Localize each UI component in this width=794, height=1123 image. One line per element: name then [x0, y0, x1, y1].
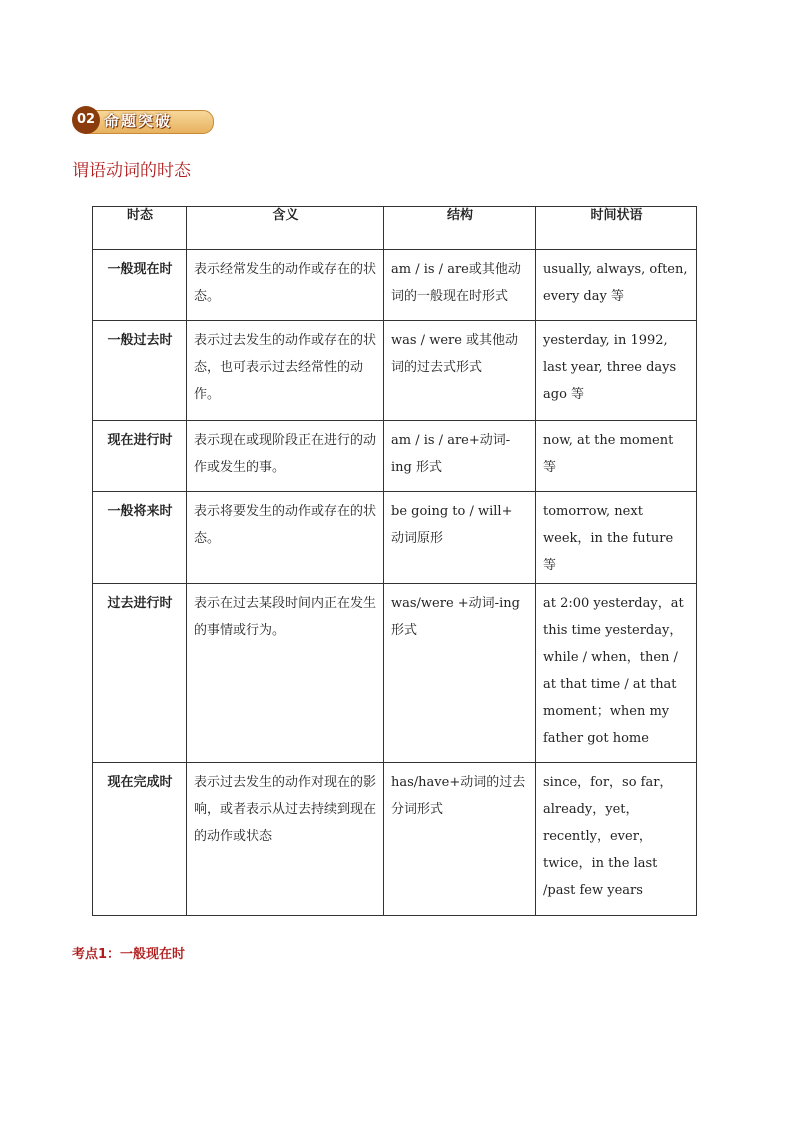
table-row	[93, 421, 697, 492]
cell-structure: am / is / are+动词-ing 形式	[384, 421, 536, 492]
cell-adverbials: tomorrow, next week，in the future 等	[536, 492, 697, 584]
header-meaning: 含义	[187, 207, 384, 250]
cell-adverbials: yesterday, in 1992, last year, three days ago 等	[536, 321, 697, 421]
cell-meaning: 表示经常发生的动作或存在的状态。	[187, 250, 384, 321]
cell-structure: was/were +动词-ing 形式	[384, 584, 536, 763]
header-structure: 结构	[384, 207, 536, 250]
cell-tense: 一般将来时	[93, 492, 187, 584]
kaodian-heading: 考点1：一般现在时	[72, 947, 186, 962]
cell-structure: was / were 或其他动词的过去式形式	[384, 321, 536, 421]
badge-title: 命题突破	[104, 112, 173, 130]
cell-tense: 现在进行时	[93, 421, 187, 492]
table-row	[93, 321, 697, 421]
cell-tense: 一般现在时	[93, 250, 187, 321]
cell-adverbials: now, at the moment 等	[536, 421, 697, 492]
table-row	[93, 763, 697, 916]
header-tense: 时态	[93, 207, 187, 250]
cell-meaning: 表示过去发生的动作或存在的状态，也可表示过去经常性的动作。	[187, 321, 384, 421]
cell-meaning: 表示在过去某段时间内正在发生的事情或行为。	[187, 584, 384, 763]
cell-tense: 现在完成时	[93, 763, 187, 916]
cell-tense: 过去进行时	[93, 584, 187, 763]
cell-adverbials: at 2:00 yesterday，at this time yesterday，while / when，then / at that time / at that moment；when my father got home	[536, 584, 697, 763]
cell-structure: be going to / will+ 动词原形	[384, 492, 536, 584]
badge-number: 02	[72, 106, 100, 134]
cell-structure: am / is / are或其他动词的一般现在时形式	[384, 250, 536, 321]
cell-meaning: 表示过去发生的动作对现在的影响，或者表示从过去持续到现在的动作或状态	[187, 763, 384, 916]
header-adverbials: 时间状语	[536, 207, 697, 250]
table-row	[93, 250, 697, 321]
cell-meaning: 表示将要发生的动作或存在的状态。	[187, 492, 384, 584]
cell-adverbials: since，for，so far，already，yet，recently，ever，twice，in the last /past few years	[536, 763, 697, 916]
section-badge	[72, 106, 212, 134]
section-title: 谓语动词的时态	[72, 161, 191, 181]
cell-meaning: 表示现在或现阶段正在进行的动作或发生的事。	[187, 421, 384, 492]
table-row	[93, 584, 697, 763]
cell-tense: 一般过去时	[93, 321, 187, 421]
tense-table	[92, 206, 697, 916]
cell-structure: has/have+动词的过去分词形式	[384, 763, 536, 916]
table-header-row	[93, 207, 697, 250]
cell-adverbials: usually, always, often, every day 等	[536, 250, 697, 321]
table-row	[93, 492, 697, 584]
